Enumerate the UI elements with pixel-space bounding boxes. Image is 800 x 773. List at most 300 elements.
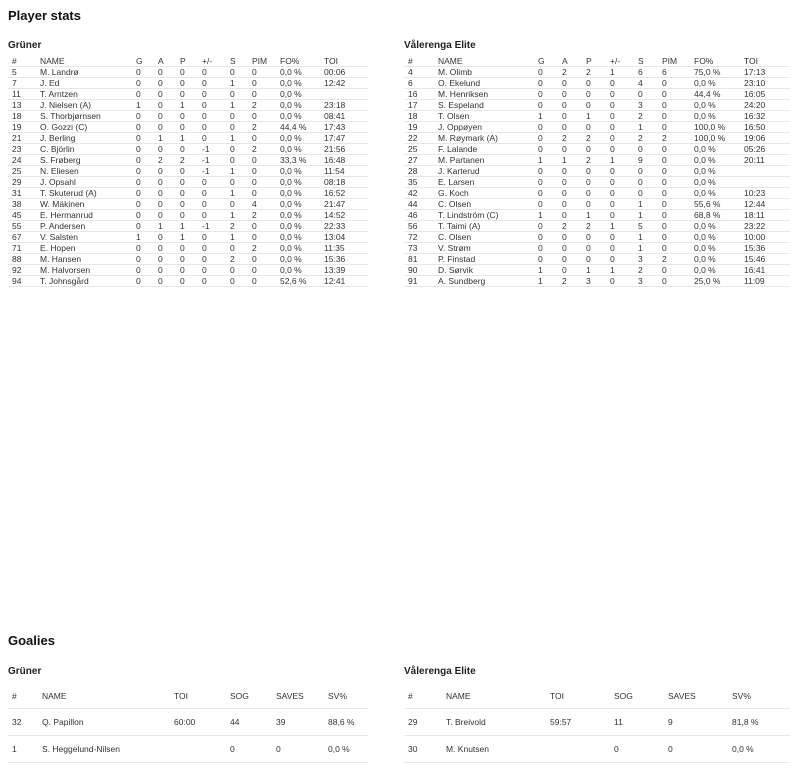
cell-number: 29 (404, 709, 442, 736)
cell-number: 42 (404, 188, 434, 199)
cell-number: 19 (404, 122, 434, 133)
cell-g: 0 (534, 144, 558, 155)
cell-s: 1 (226, 78, 248, 89)
cell-name: P. Finstad (434, 254, 534, 265)
home-skater-row (8, 199, 368, 210)
away-skater-row (404, 166, 790, 177)
cell-name: T. Arntzen (36, 89, 132, 100)
cell-number: 24 (8, 155, 36, 166)
cell-pim: 2 (248, 100, 276, 111)
cell-s: 0 (634, 89, 658, 100)
cell-pim: 0 (248, 265, 276, 276)
cell-toi: 16:32 (740, 111, 790, 122)
cell-p: 0 (582, 243, 606, 254)
cell-p: 0 (176, 243, 198, 254)
cell-plus-minus: 0 (198, 199, 226, 210)
column-header-toi: TOI (324, 56, 339, 66)
column-header-number: # (408, 690, 413, 701)
cell-number: 88 (8, 254, 36, 265)
cell-g: 0 (534, 166, 558, 177)
cell-s: 0 (226, 89, 248, 100)
cell-g: 0 (534, 78, 558, 89)
cell-a: 0 (558, 177, 582, 188)
cell-plus-minus: 0 (606, 199, 634, 210)
cell-number: 19 (8, 122, 36, 133)
home-skater-row (8, 243, 368, 254)
cell-name: M. Hansen (36, 254, 132, 265)
cell-toi: 12:41 (320, 276, 368, 287)
cell-plus-minus: -1 (198, 166, 226, 177)
cell-pim: 0 (248, 221, 276, 232)
column-header-plus-minus: +/- (610, 56, 621, 66)
cell-pim: 0 (248, 155, 276, 166)
column-header-p: P (180, 56, 186, 66)
cell-fopct: 0,0 % (276, 254, 320, 265)
cell-plus-minus: 0 (198, 188, 226, 199)
cell-toi: 12:42 (320, 78, 368, 89)
cell-fopct: 0,0 % (690, 188, 740, 199)
cell-name: O. Ekelund (434, 78, 534, 89)
cell-number: 18 (8, 111, 36, 122)
cell-s: 0 (226, 199, 248, 210)
column-header-g: G (136, 56, 143, 66)
cell-name: O. Gozzi (C) (36, 122, 132, 133)
cell-fopct: 0,0 % (276, 221, 320, 232)
cell-a: 0 (154, 78, 176, 89)
home-skater-row (8, 221, 368, 232)
cell-fopct: 68,8 % (690, 210, 740, 221)
cell-number: 72 (404, 232, 434, 243)
cell-pim: 0 (248, 111, 276, 122)
cell-plus-minus: 0 (606, 254, 634, 265)
cell-fopct: 0,0 % (690, 265, 740, 276)
cell-s: 4 (634, 78, 658, 89)
cell-toi: 15:46 (740, 254, 790, 265)
cell-p: 0 (582, 177, 606, 188)
cell-plus-minus: 0 (606, 166, 634, 177)
column-header-saves: SAVES (276, 690, 304, 701)
cell-g: 0 (132, 78, 154, 89)
cell-fopct: 0,0 % (276, 265, 320, 276)
cell-pim: 0 (658, 78, 690, 89)
cell-g: 0 (132, 210, 154, 221)
cell-pim: 6 (658, 67, 690, 78)
cell-toi (740, 166, 790, 177)
cell-p: 0 (176, 89, 198, 100)
home-skater-row (8, 232, 368, 243)
cell-plus-minus: -1 (198, 144, 226, 155)
cell-toi: 16:05 (740, 89, 790, 100)
cell-plus-minus: 0 (606, 133, 634, 144)
cell-s: 1 (634, 122, 658, 133)
cell-fopct: 0,0 % (276, 144, 320, 155)
cell-p: 1 (176, 232, 198, 243)
cell-name: Q. Papillon (38, 709, 170, 736)
home-goalie-row (8, 736, 368, 763)
cell-plus-minus: 0 (198, 177, 226, 188)
cell-name: T. Skuterud (A) (36, 188, 132, 199)
cell-plus-minus: 0 (606, 144, 634, 155)
cell-plus-minus: 0 (198, 111, 226, 122)
cell-name: J. Oppøyen (434, 122, 534, 133)
cell-g: 0 (132, 265, 154, 276)
cell-number: 27 (404, 155, 434, 166)
table-header-row (8, 56, 368, 67)
cell-number: 92 (8, 265, 36, 276)
column-header-fopct: FO% (280, 56, 300, 66)
cell-g: 1 (534, 276, 558, 287)
cell-g: 0 (534, 67, 558, 78)
cell-g: 0 (534, 254, 558, 265)
cell-p: 0 (176, 254, 198, 265)
cell-fopct: 0,0 % (276, 89, 320, 100)
cell-p: 0 (582, 122, 606, 133)
cell-s: 0 (634, 166, 658, 177)
home-skater-row (8, 210, 368, 221)
cell-a: 0 (558, 265, 582, 276)
cell-pim: 0 (658, 111, 690, 122)
cell-sog: 0 (226, 736, 272, 763)
cell-toi: 11:09 (740, 276, 790, 287)
away-skater-row (404, 89, 790, 100)
cell-a: 0 (558, 89, 582, 100)
cell-number: 28 (404, 166, 434, 177)
cell-fopct: 52,6 % (276, 276, 320, 287)
away-skater-row (404, 199, 790, 210)
cell-plus-minus: 0 (606, 210, 634, 221)
cell-s: 0 (634, 177, 658, 188)
away-skater-row (404, 254, 790, 265)
cell-plus-minus: 0 (606, 188, 634, 199)
cell-p: 1 (582, 210, 606, 221)
cell-fopct: 0,0 % (276, 78, 320, 89)
cell-g: 0 (534, 199, 558, 210)
cell-number: 4 (404, 67, 434, 78)
cell-s: 1 (634, 199, 658, 210)
cell-s: 2 (634, 265, 658, 276)
home-goalie-row (8, 709, 368, 736)
cell-g: 0 (132, 221, 154, 232)
cell-plus-minus: 0 (198, 265, 226, 276)
cell-s: 3 (634, 100, 658, 111)
home-skater-row (8, 254, 368, 265)
cell-p: 0 (582, 89, 606, 100)
cell-p: 0 (176, 67, 198, 78)
cell-plus-minus: 0 (606, 243, 634, 254)
cell-fopct: 0,0 % (276, 232, 320, 243)
cell-toi: 18:11 (740, 210, 790, 221)
cell-s: 1 (634, 210, 658, 221)
cell-pim: 2 (658, 254, 690, 265)
cell-p: 0 (176, 199, 198, 210)
cell-p: 0 (176, 111, 198, 122)
cell-a: 0 (558, 100, 582, 111)
cell-a: 0 (558, 243, 582, 254)
cell-number: 7 (8, 78, 36, 89)
cell-number: 22 (404, 133, 434, 144)
home-skater-row (8, 89, 368, 100)
cell-a: 0 (154, 199, 176, 210)
cell-p: 0 (582, 144, 606, 155)
cell-a: 0 (558, 166, 582, 177)
home-goalie-table (8, 683, 368, 763)
cell-g: 0 (132, 89, 154, 100)
cell-pim: 2 (248, 210, 276, 221)
cell-pim: 0 (658, 276, 690, 287)
cell-fopct: 0,0 % (276, 210, 320, 221)
cell-g: 1 (132, 232, 154, 243)
column-header-number: # (408, 56, 413, 66)
column-header-a: A (562, 56, 568, 66)
cell-a: 2 (558, 221, 582, 232)
cell-toi: 00:06 (320, 67, 368, 78)
cell-toi: 17:47 (320, 133, 368, 144)
cell-fopct: 0,0 % (276, 177, 320, 188)
cell-number: 18 (404, 111, 434, 122)
cell-a: 0 (154, 144, 176, 155)
cell-a: 0 (154, 166, 176, 177)
cell-g: 0 (534, 221, 558, 232)
away-skater-row (404, 67, 790, 78)
cell-s: 9 (634, 155, 658, 166)
cell-name: M. Røymark (A) (434, 133, 534, 144)
cell-p: 0 (582, 232, 606, 243)
cell-plus-minus: 0 (198, 276, 226, 287)
cell-fopct: 44,4 % (690, 89, 740, 100)
cell-g: 0 (534, 100, 558, 111)
cell-name: P. Andersen (36, 221, 132, 232)
cell-toi: 11:35 (320, 243, 368, 254)
home-skater-row (8, 188, 368, 199)
cell-number: 17 (404, 100, 434, 111)
column-header-a: A (158, 56, 164, 66)
cell-toi: 16:41 (740, 265, 790, 276)
cell-pim: 0 (248, 67, 276, 78)
cell-p: 0 (176, 177, 198, 188)
cell-plus-minus: 0 (606, 111, 634, 122)
cell-name: J. Nielsen (A) (36, 100, 132, 111)
cell-fopct: 0,0 % (690, 177, 740, 188)
cell-plus-minus: 0 (198, 78, 226, 89)
cell-fopct: 0,0 % (276, 166, 320, 177)
cell-plus-minus: 1 (606, 221, 634, 232)
cell-s: 1 (226, 100, 248, 111)
cell-plus-minus: 0 (198, 100, 226, 111)
cell-plus-minus: 0 (198, 232, 226, 243)
cell-name: T. Olsen (434, 111, 534, 122)
cell-p: 0 (176, 78, 198, 89)
column-header-svpct: SV% (328, 690, 347, 701)
cell-toi: 19:06 (740, 133, 790, 144)
cell-fopct: 0,0 % (690, 166, 740, 177)
cell-plus-minus: 0 (606, 100, 634, 111)
cell-s: 0 (226, 67, 248, 78)
cell-name: T. Breivold (442, 709, 546, 736)
cell-g: 1 (534, 210, 558, 221)
away-goalie-table (404, 683, 790, 763)
column-header-number: # (12, 690, 17, 701)
away-skater-row (404, 177, 790, 188)
cell-plus-minus: 0 (606, 232, 634, 243)
away-skater-row (404, 144, 790, 155)
home-skater-row (8, 276, 368, 287)
cell-sog: 11 (610, 709, 664, 736)
home-skater-row (8, 111, 368, 122)
cell-name: S. Heggelund-Nilsen (38, 736, 170, 763)
cell-number: 56 (404, 221, 434, 232)
cell-number: 5 (8, 67, 36, 78)
cell-p: 0 (582, 254, 606, 265)
cell-number: 6 (404, 78, 434, 89)
cell-fopct: 0,0 % (276, 188, 320, 199)
home-skater-row (8, 78, 368, 89)
cell-fopct: 0,0 % (276, 67, 320, 78)
cell-svpct: 0,0 % (728, 736, 790, 763)
cell-number: 11 (8, 89, 36, 100)
cell-a: 0 (154, 265, 176, 276)
away-skater-row (404, 155, 790, 166)
table-header-row (8, 683, 368, 709)
cell-toi: 08:41 (320, 111, 368, 122)
cell-name: V. Salsten (36, 232, 132, 243)
cell-fopct: 0,0 % (690, 144, 740, 155)
cell-p: 0 (176, 188, 198, 199)
cell-g: 1 (132, 100, 154, 111)
cell-a: 0 (558, 111, 582, 122)
cell-g: 0 (534, 232, 558, 243)
cell-number: 31 (8, 188, 36, 199)
cell-a: 0 (558, 199, 582, 210)
cell-p: 2 (176, 155, 198, 166)
cell-toi: 10:23 (740, 188, 790, 199)
home-skater-row (8, 166, 368, 177)
cell-saves: 0 (272, 736, 324, 763)
cell-s: 0 (226, 276, 248, 287)
cell-p: 2 (582, 133, 606, 144)
cell-toi: 21:56 (320, 144, 368, 155)
cell-toi: 23:18 (320, 100, 368, 111)
cell-s: 2 (634, 111, 658, 122)
cell-toi: 11:54 (320, 166, 368, 177)
cell-plus-minus: 0 (198, 133, 226, 144)
cell-plus-minus: 0 (606, 177, 634, 188)
cell-fopct: 0,0 % (690, 111, 740, 122)
cell-plus-minus: 0 (606, 122, 634, 133)
column-header-toi: TOI (174, 690, 189, 701)
cell-s: 5 (634, 221, 658, 232)
column-header-name: NAME (42, 690, 67, 701)
cell-fopct: 0,0 % (276, 133, 320, 144)
cell-g: 0 (132, 67, 154, 78)
cell-pim: 4 (248, 199, 276, 210)
cell-toi (546, 736, 610, 763)
cell-number: 1 (8, 736, 38, 763)
cell-s: 1 (226, 232, 248, 243)
cell-s: 0 (226, 144, 248, 155)
column-header-sog: SOG (230, 690, 249, 701)
column-header-name: NAME (438, 56, 463, 66)
cell-number: 67 (8, 232, 36, 243)
cell-pim: 0 (248, 89, 276, 100)
cell-name: J. Berling (36, 133, 132, 144)
table-header-row (404, 683, 790, 709)
column-header-sog: SOG (614, 690, 633, 701)
cell-plus-minus: -1 (198, 221, 226, 232)
cell-plus-minus: 0 (198, 67, 226, 78)
cell-p: 0 (582, 166, 606, 177)
cell-toi: 16:50 (740, 122, 790, 133)
cell-p: 2 (582, 67, 606, 78)
cell-p: 1 (176, 133, 198, 144)
cell-a: 0 (154, 89, 176, 100)
cell-toi: 14:52 (320, 210, 368, 221)
cell-name: S. Espeland (434, 100, 534, 111)
cell-toi: 12:44 (740, 199, 790, 210)
cell-a: 0 (154, 232, 176, 243)
cell-name: M. Landrø (36, 67, 132, 78)
cell-toi: 16:48 (320, 155, 368, 166)
cell-a: 0 (154, 276, 176, 287)
cell-a: 0 (558, 254, 582, 265)
cell-pim: 0 (658, 166, 690, 177)
cell-plus-minus: 1 (606, 67, 634, 78)
cell-pim: 0 (658, 210, 690, 221)
cell-a: 0 (154, 243, 176, 254)
cell-s: 1 (226, 210, 248, 221)
cell-g: 1 (534, 111, 558, 122)
cell-g: 0 (534, 122, 558, 133)
cell-g: 0 (534, 243, 558, 254)
cell-fopct: 0,0 % (276, 199, 320, 210)
cell-toi: 08:18 (320, 177, 368, 188)
cell-pim: 0 (248, 276, 276, 287)
home-skater-row (8, 133, 368, 144)
column-header-g: G (538, 56, 545, 66)
cell-number: 90 (404, 265, 434, 276)
cell-a: 0 (154, 67, 176, 78)
away-skater-row (404, 243, 790, 254)
column-header-s: S (638, 56, 644, 66)
cell-g: 0 (534, 177, 558, 188)
cell-g: 0 (534, 133, 558, 144)
cell-fopct: 100,0 % (690, 133, 740, 144)
cell-s: 3 (634, 276, 658, 287)
cell-number: 38 (8, 199, 36, 210)
home-skater-row (8, 100, 368, 111)
cell-number: 32 (8, 709, 38, 736)
cell-a: 1 (154, 221, 176, 232)
cell-pim: 0 (248, 188, 276, 199)
home-skater-row (8, 122, 368, 133)
cell-number: 25 (404, 144, 434, 155)
cell-pim: 2 (248, 144, 276, 155)
away-skater-row (404, 133, 790, 144)
cell-s: 0 (226, 111, 248, 122)
cell-name: E. Hermanrud (36, 210, 132, 221)
away-skater-table (404, 56, 790, 287)
cell-a: 0 (154, 210, 176, 221)
cell-number: 21 (8, 133, 36, 144)
cell-a: 0 (558, 188, 582, 199)
cell-p: 0 (176, 166, 198, 177)
cell-a: 2 (558, 133, 582, 144)
cell-name: J. Karterud (434, 166, 534, 177)
column-header-saves: SAVES (668, 690, 696, 701)
cell-p: 3 (582, 276, 606, 287)
column-header-plus-minus: +/- (202, 56, 213, 66)
cell-name: M. Knutsen (442, 736, 546, 763)
cell-toi: 22:33 (320, 221, 368, 232)
